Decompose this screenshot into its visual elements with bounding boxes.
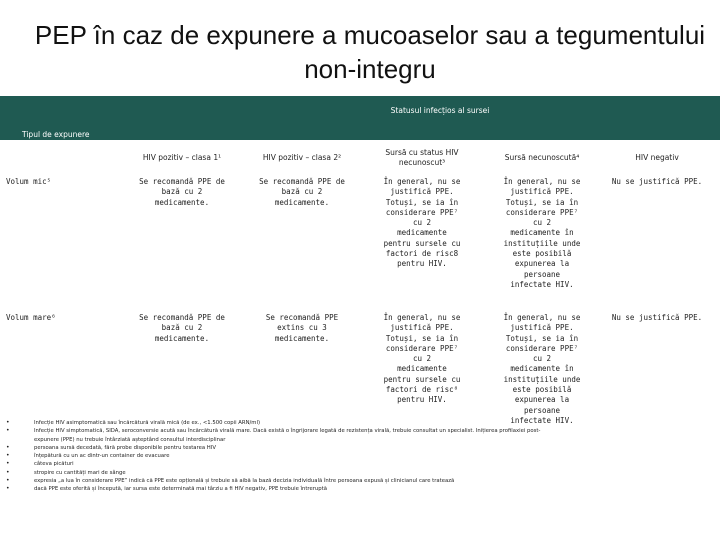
column-header-unknown-status: Sursă cu status HIV necunoscut³ [385,148,459,167]
table-cell: În general, nu se justifică PPE. Totuși, se ia în considerare PPE⁷ cu 2 medicamente în instituțiile unde este posibilă expunerea la persoane infectate HIV. [503,313,581,425]
footnote-item: • dacă PPE este oferită și începută, iar sursa este determinată mai târziu a fi HIV negativ, PPE trebuie întreruptă [6,485,327,493]
source-status-label: Statusul infecțios al sursei [390,106,490,115]
bullet-icon: • [6,419,10,426]
column-header-hiv-class-2: HIV pozitiv – clasa 2² [262,153,342,162]
footnote-item: • câteva picături [6,460,74,468]
footnote-item: • Infecție HIV asimptomatică sau încărcătură virală mică (de ex., <1.500 copii ARN/ml) [6,419,261,426]
column-header-hiv-negative: HIV negativ [635,153,679,162]
table-cell: Se recomandă PPE de bază cu 2 medicamente. [139,177,225,207]
footnote-item: expunere (PPE) nu trebuie întârziată așteptând consultul interdisciplinar [34,436,226,443]
title-line-1: PEP în caz de expunere a mucoaselor sau a tegumentului [34,20,706,50]
row-label-large-volume: Volum mare⁶ [6,313,56,322]
table-cell: În general, nu se justifică PPE. Totuși, se ia în considerare PPE⁷ cu 2 medicamente în instituțiile unde este posibilă expunerea la persoane infectate HIV. [503,177,581,289]
table-cell: În general, nu se justifică PPE. Totuși, se ia în considerare PPE⁷ cu 2 medicamente pentru sursele cu factori de risc⁸ pentru HIV. [383,313,461,405]
table-cell: Nu se justifică PPE. [611,177,703,186]
footnote-item: • stropire cu cantități mari de sânge [6,468,126,476]
table-cell: Se recomandă PPE extins cu 3 medicamente. [265,313,339,343]
table-cell: În general, nu se justifică PPE. Totuși, se ia în considerare PPE⁷ cu 2 medicamente pentru sursele cu factori de risc8 pentru HIV. [383,177,461,269]
table-cell: Se recomandă PPE de bază cu 2 medicamente. [259,177,345,207]
row-label-small-volume: Volum mic⁵ [6,177,52,186]
table-cell: Se recomandă PPE de bază cu 2 medicamente. [139,313,225,343]
bullet-icon: • [6,452,10,460]
footnote-item: • persoana sursă decedată, fără probe disponibile pentru testarea HIV [6,443,216,451]
bullet-icon: • [6,427,10,435]
title-line-2: non-integru [304,54,436,84]
footnote-item: • expresia „a lua în considerare PPE” indică că PPE este opțională și trebuie să aibă la bază decizia individuală între persoana expusă și clinicianul care tratează [6,477,455,485]
bullet-icon: • [6,477,10,485]
footnote-item: • înțepătură cu un ac dintr-un container de evacuare [6,452,170,460]
footnotes [6,419,716,494]
table-cell: Nu se justifică PPE. [611,313,703,322]
bullet-icon: • [6,460,10,468]
page-title [20,18,720,86]
exposure-type-label: Tipul de expunere [22,130,90,139]
column-header-unknown-source: Sursă necunoscută⁴ [504,153,580,162]
bullet-icon: • [6,468,10,476]
bullet-icon: • [6,443,10,451]
footnote-item: • Infecție HIV simptomatică, SIDA, seroconversie acută sau încărcătură virală mare. Dacă există o îngrijorare legată de rezistența virală, trebuie consultat un specialist. Inițierea profilaxiei post- [6,427,541,435]
column-header-hiv-class-1: HIV pozitiv – clasa 1¹ [142,153,222,162]
bullet-icon: • [6,485,10,493]
